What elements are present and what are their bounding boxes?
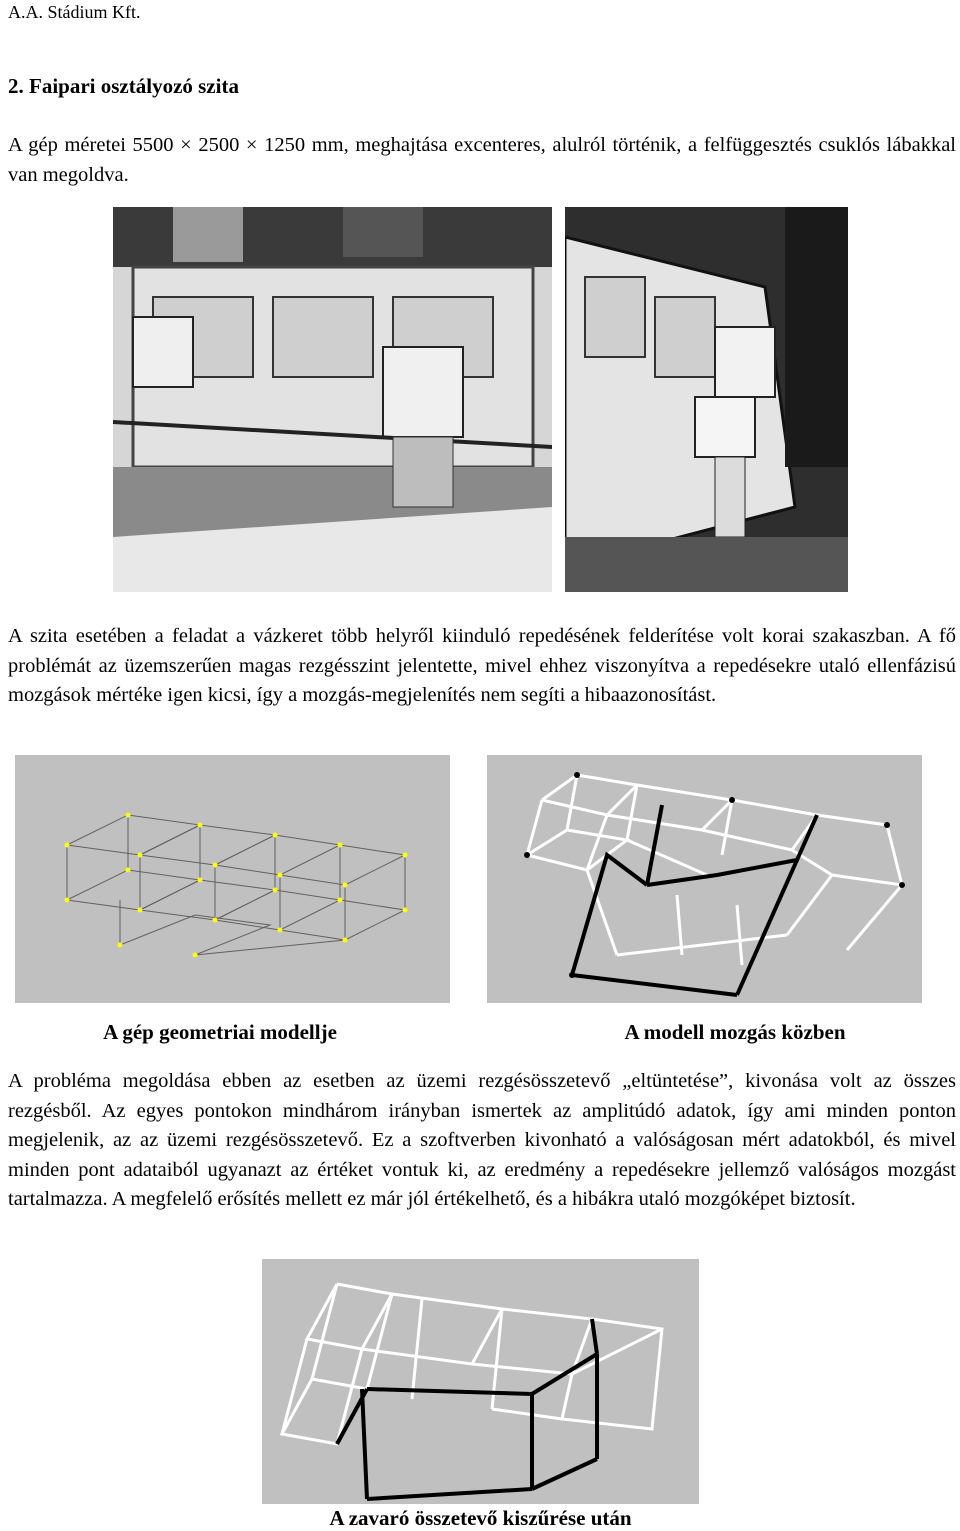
section-title: 2. Faipari osztályozó szita — [8, 74, 239, 98]
filtered-motion-figure — [262, 1259, 699, 1504]
machine-photo-right — [565, 207, 848, 592]
caption-filtered: A zavaró összetevő kiszűrése után — [329, 1506, 632, 1530]
paragraph-solution: A probléma megoldása ebben az esetben az üzemi rezgésösszetevő „eltüntetése”, kivonása volt az összes rezgésből. Az egyes pontokon mindhárom irányban ismertek az amplitúdó adatok, így ami minden ponton megjelenik, az az üzemi rezgésösszetevő. Ez a szoftverben kivonható a valóságosan mért adatokból, és mivel minden pont adataiból ugyanazt az értéket vontuk ki, az eredmény a repedésekre jellemző valóságos mozgást tartalmazza. A megfelelő erősítés mellett ez már jól értékelhető, és a hibákra utaló mozgóképet biztosít. — [8, 1070, 956, 1210]
model-motion-figure — [487, 755, 922, 1003]
page-header: A.A. Stádium Kft. — [8, 2, 141, 22]
paragraph-machine-dimensions: A gép méretei 5500 × 2500 × 1250 mm, meghajtása excenteres, alulról történik, a felfüggesztés csuklós lábakkal van megoldva. — [8, 134, 956, 186]
paragraph-problem-description: A szita esetében a feladat a vázkeret több helyről kiinduló repedésének felderítése volt korai szakaszban. A fő problémát az üzemszerűen magas rezgésszint jelentette, mivel ehhez viszonyítva a repedésekre utaló ellenfázisú mozgások mértéke igen kicsi, így a mozgás-megjelenítés nem segíti a hibaazonosítást. — [8, 625, 956, 706]
caption-geometry-model: A gép geometriai modellje — [103, 1020, 337, 1044]
caption-model-motion: A modell mozgás közben — [624, 1020, 846, 1044]
machine-photo-left — [113, 207, 552, 592]
geometry-model-figure — [15, 755, 450, 1003]
